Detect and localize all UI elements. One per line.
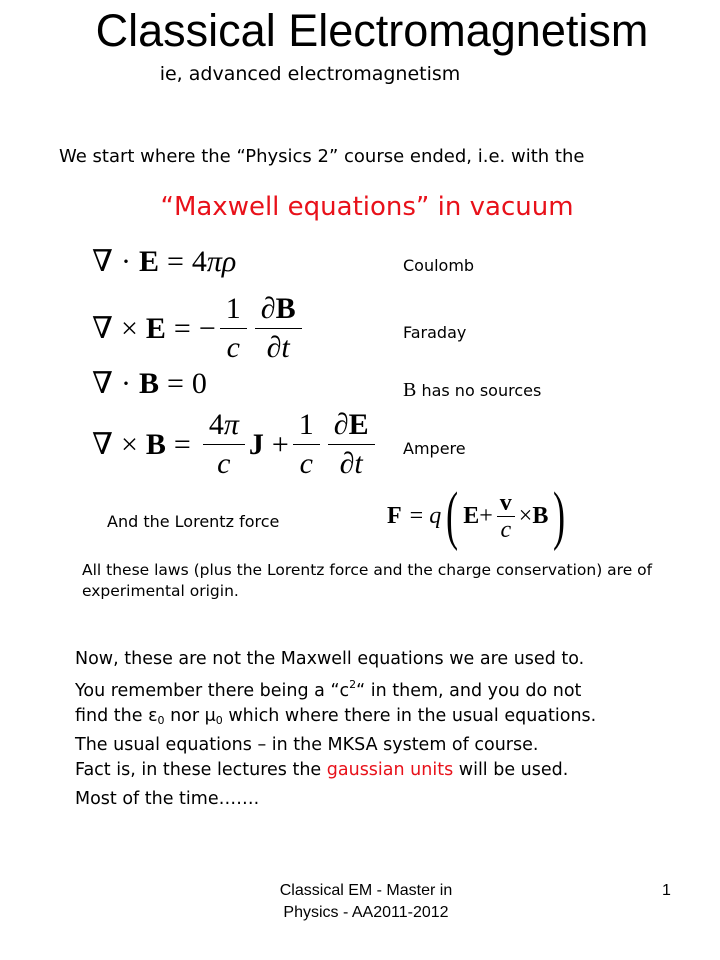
intro-text: We start where the “Physics 2” course ended, i.e. with the [59,146,585,167]
b-field-symbol: B [403,379,417,401]
paragraph-line-5: Fact is, in these lectures the gaussian units will be used. [75,760,569,780]
page-number: 1 [662,882,671,899]
equation-label-faraday: Faraday [403,323,467,342]
section-heading: “Maxwell equations” in vacuum [160,192,574,222]
gaussian-units-highlight: gaussian units [326,760,454,780]
equation-label-ampere: Ampere [403,439,466,458]
experimental-origin-note: All these laws (plus the Lorentz force and the charge conservation) are of experimental origin. [82,561,653,600]
equation-ampere: ∇ × B = $\frac{4\pi}{c}$ J + $\frac{1}{c}$ $\frac{\partial E}{\partial t}$ [92,408,379,481]
paragraph-line-4: The usual equations – in the MKSA system of course. [75,735,539,755]
equation-label-coulomb: Coulomb [403,256,475,275]
lorentz-force-formula: F = q ( E + $\frac{v}{c}$ × B ) [387,479,566,552]
paragraph-line-1: Now, these are not the Maxwell equations we are used to. [75,649,585,669]
slide-subtitle: ie, advanced electromagnetism [159,63,461,85]
paragraph-line-3: find the $\varepsilon_0$ nor $\mu_0$ which where there in the usual equations. [75,706,597,727]
equation-label-no-sources: B has no sources [403,379,542,401]
equation-gauss-e: ∇ · E = 4 πρ [92,245,237,278]
equation-faraday: ∇ × E = − $\frac{1}{c}$ $\frac{\partial B}{\partial t}$ [92,292,306,365]
equation-gauss-b: ∇ · B = 0 [92,367,207,400]
slide-title: Classical Electromagnetism [95,5,649,56]
lorentz-label: And the Lorentz force [107,512,280,531]
units-paragraph [75,647,715,783]
paragraph-line-2: You remember there being a “$c^2“$ in them, and you do not [75,678,582,701]
footer-course: Classical EM - Master in Physics - AA2011-2012 [279,882,453,921]
closing-line: Most of the time……. [75,789,260,809]
